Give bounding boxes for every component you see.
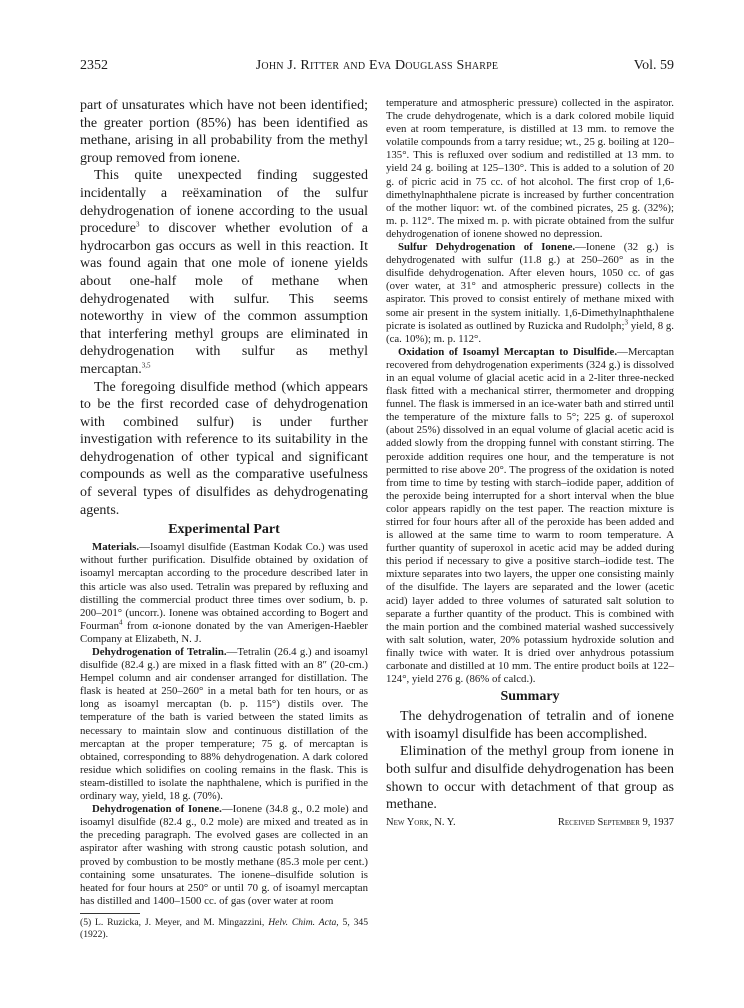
right-column — [386, 97, 674, 828]
experimental-heading: Experimental Part — [168, 522, 280, 538]
footnote-rule — [80, 913, 140, 914]
page-header — [80, 58, 674, 80]
footnote-ref: 4 — [119, 618, 123, 627]
ionene-continued-paragraph: temperature and atmospheric pressure) collected in the aspirator. The crude dehydrogenate, which is a dark colored mobile liquid even at room temperature, is distilled at 13 mm. to remove the volatile compounds from a tarry residue; wt., 25 g. boiling at 120–135°. This is refluxed over sodium and redistilled at 13 mm. to yield 24 g. boiling at 125–130°. This is added to a solution of 20 g. of picric acid in 75 cc. of hot alcohol. The first crop of 1,6-dimethylnaphthalene picrate is increased by further concentration of the mother liquor: wt. of the combined picrates, 25 g. (32%); m. p. 112°. The mixed m. p. with picrate obtained from the sulfur dehydrogenation of ionene showed no depression. — [386, 97, 674, 240]
intro-paragraph-2: This quite unexpected finding suggested incidentally a reëxamination of the sulfur dehydrogenation of ionene according to the usual procedure$^3$ to discover whether evolution of a hydrocarbon gas occurs as well in this reaction. It was found again that one mole of ionene yields about one-half mole of methane when dehydrogenated with sulfur. This seems noteworthy in view of the common assumption that interfering methyl groups are eliminated in dehydrogenation with sulfur as methyl mercaptan.$^{3,5}$ — [80, 168, 368, 377]
page-number: 2352 — [80, 58, 108, 73]
oxidation-paragraph: Oxidation of Isoamyl Mercaptan to Disulfide.—Mercaptan recovered from dehydrogenation experiments (324 g.) is dissolved in an equal volume of glacial acetic acid in a 2-liter three-necked flask fitted with a mechanical stirrer, thermometer and dropping funnel. The flask is immersed in an ice-water bath and stirred until the temperature of the mixture falls to 5°; 225 g. of superoxol (about 25%) dissolved in an equal volume of glacial acetic acid is added slowly from the dropping funnel with constant stirring. The peroxide addition requires one hour, and the temperature is not permitted to rise above 20°. The progress of the oxidation is noted from time to time by testing with starch–iodide paper, addition of the peroxide being interrupted for a short interval when the blue color appears rapidly on the test paper. The reaction mixture is stirred for four hours after all of the peroxide has been added and is allowed at the same time to warm to room temperature. A further quantity of superoxol in acetic acid may be added during this period if necessary to give a positive starch–iodide test. The mixture separates into two layers, the upper one consisting mainly of the disulfide. The layers are separated and the lower (acetic acid) layer added to three volumes of saturated salt solution to separate a further quantity of the product. This is combined with the main portion and the combined material washed successively with salt solution, water, 20% potassium hydroxide solution and finally twice with water. It is dried over anhydrous potassium carbonate and distilled at 10 mm. The entire product boils at 122–124°, yield 276 g. (86% of calcd.). — [386, 345, 674, 686]
materials-paragraph: Materials.—Isoamyl disulfide (Eastman Kodak Co.) was used without further purification. Disulfide obtained by oxidation of isoamyl mercaptan according to the procedure described later in this article was also used. Tetralin was prepared by refluxing and distilling the commercial product three times over sodium, b. p. 200–201° (uncorr.). Ionene was obtained according to Bogert and Fourman$^4$ from α-ionone donated by the van Amerigen-Haebler Company at Elizabeth, N. J. — [80, 541, 368, 645]
footnote-ref: 3 — [624, 318, 628, 326]
ionene-paragraph: Dehydrogenation of Ionene.—Ionene (34.8 g., 0.2 mole) and isoamyl disulfide (82.4 g., 0.2 mole) are mixed and treated as in the preceding paragraph. The evolved gases are collected in an aspirator after washing with strong caustic potash solution, and proved by combustion to be mostly methane (85.3 mole per cent.) containing some unsaturates. The ionene–disulfide solution is heated for four hours at 250° or until 70 g. of isoamyl mercaptan has distilled and 1400–1500 cc. of gas (over water at room — [80, 803, 368, 907]
intro-paragraph-1: part of unsaturates which have not been identified; the greater portion (85%) has been identified as methane, arising in all probability from the methyl group removed from ionene. — [80, 98, 368, 166]
intro-paragraph-3: The foregoing disulfide method (which appears to be the first recorded case of dehydrogenation with combined sulfur) is under further investigation with reference to its suitability in the dehydrogenation of other typical and significant compounds as well as the comparative usefulness of several types of disulfides as dehydrogenating agents. — [80, 379, 368, 518]
received-date: Received September 9, 1937 — [557, 816, 674, 828]
materials-run-in-head: Materials. — [92, 541, 140, 554]
signature-line — [386, 817, 674, 828]
tetralin-run-in-head: Dehydrogenation of Tetralin. — [92, 646, 227, 658]
oxidation-run-in-head: Oxidation of Isoamyl Mercaptan to Disulfide. — [398, 345, 618, 358]
summary-paragraph-1: The dehydrogenation of tetralin and of ionene with isoamyl disulfide has been accomplished. — [386, 709, 674, 742]
footnote-5: (5) L. Ruzicka, J. Meyer, and M. Mingazzini, Helv. Chim. Acta, 5, 345 (1922). — [80, 916, 368, 940]
tetralin-paragraph: Dehydrogenation of Tetralin.—Tetralin (26.4 g.) and isoamyl disulfide (82.4 g.) are mixed in a flask fitted with an 8″ (20-cm.) Hempel column and air condenser arranged for distillation. The flask is heated at 250–260° in a metal bath for ten hours, or as long as isoamyl mercaptan (b. p. 115°) distils over. The temperature of the bath is varied between the stated limits as necessary to maintain slow and continuous distillation of the mercaptan at the proper temperature; 75 g. of mercaptan is obtained, corresponding to 88% dehydrogenation. A dark colored residue which solidifies on cooling remains in the flask. This is steam-distilled to isolate the naphthalene, which is purified in the ordinary way, yield, 18 g. (70%). — [80, 646, 368, 803]
place-label: New York, N. Y. — [386, 816, 456, 828]
sulfur-run-in-head: Sulfur Dehydrogenation of Ionene. — [398, 241, 576, 254]
left-column — [80, 97, 368, 941]
footnote-ref: 3,5 — [141, 361, 151, 370]
summary-paragraph-2: Elimination of the methyl group from ionene in both sulfur and disulfide dehydrogenation has been shown to occur with detachment of that group as methane. — [386, 744, 674, 813]
volume-label: Vol. 59 — [633, 58, 674, 73]
summary-heading: Summary — [500, 689, 560, 705]
footnote-ref: 3 — [135, 220, 140, 229]
running-title: John J. Ritter and Eva Douglass Sharpe — [255, 58, 499, 73]
sulfur-paragraph: Sulfur Dehydrogenation of Ionene.—Ionene (32 g.) is dehydrogenated with sulfur (11.8 g.) at 250–260° as in the disulfide dehydrogenation. After eleven hours, 1050 cc. of gas (over water, at 31° and atmospheric pressure) collects in the aspirator. This proved to consist entirely of methane mixed with some air present in the system initially. 1,6-Dimethylnaphthalene picrate is isolated as outlined by Ruzicka and Rudolph;$^3$ yield, 8 g. (ca. 10%); m. p. 112°. — [386, 241, 674, 345]
ionene-run-in-head: Dehydrogenation of Ionene. — [92, 803, 222, 816]
